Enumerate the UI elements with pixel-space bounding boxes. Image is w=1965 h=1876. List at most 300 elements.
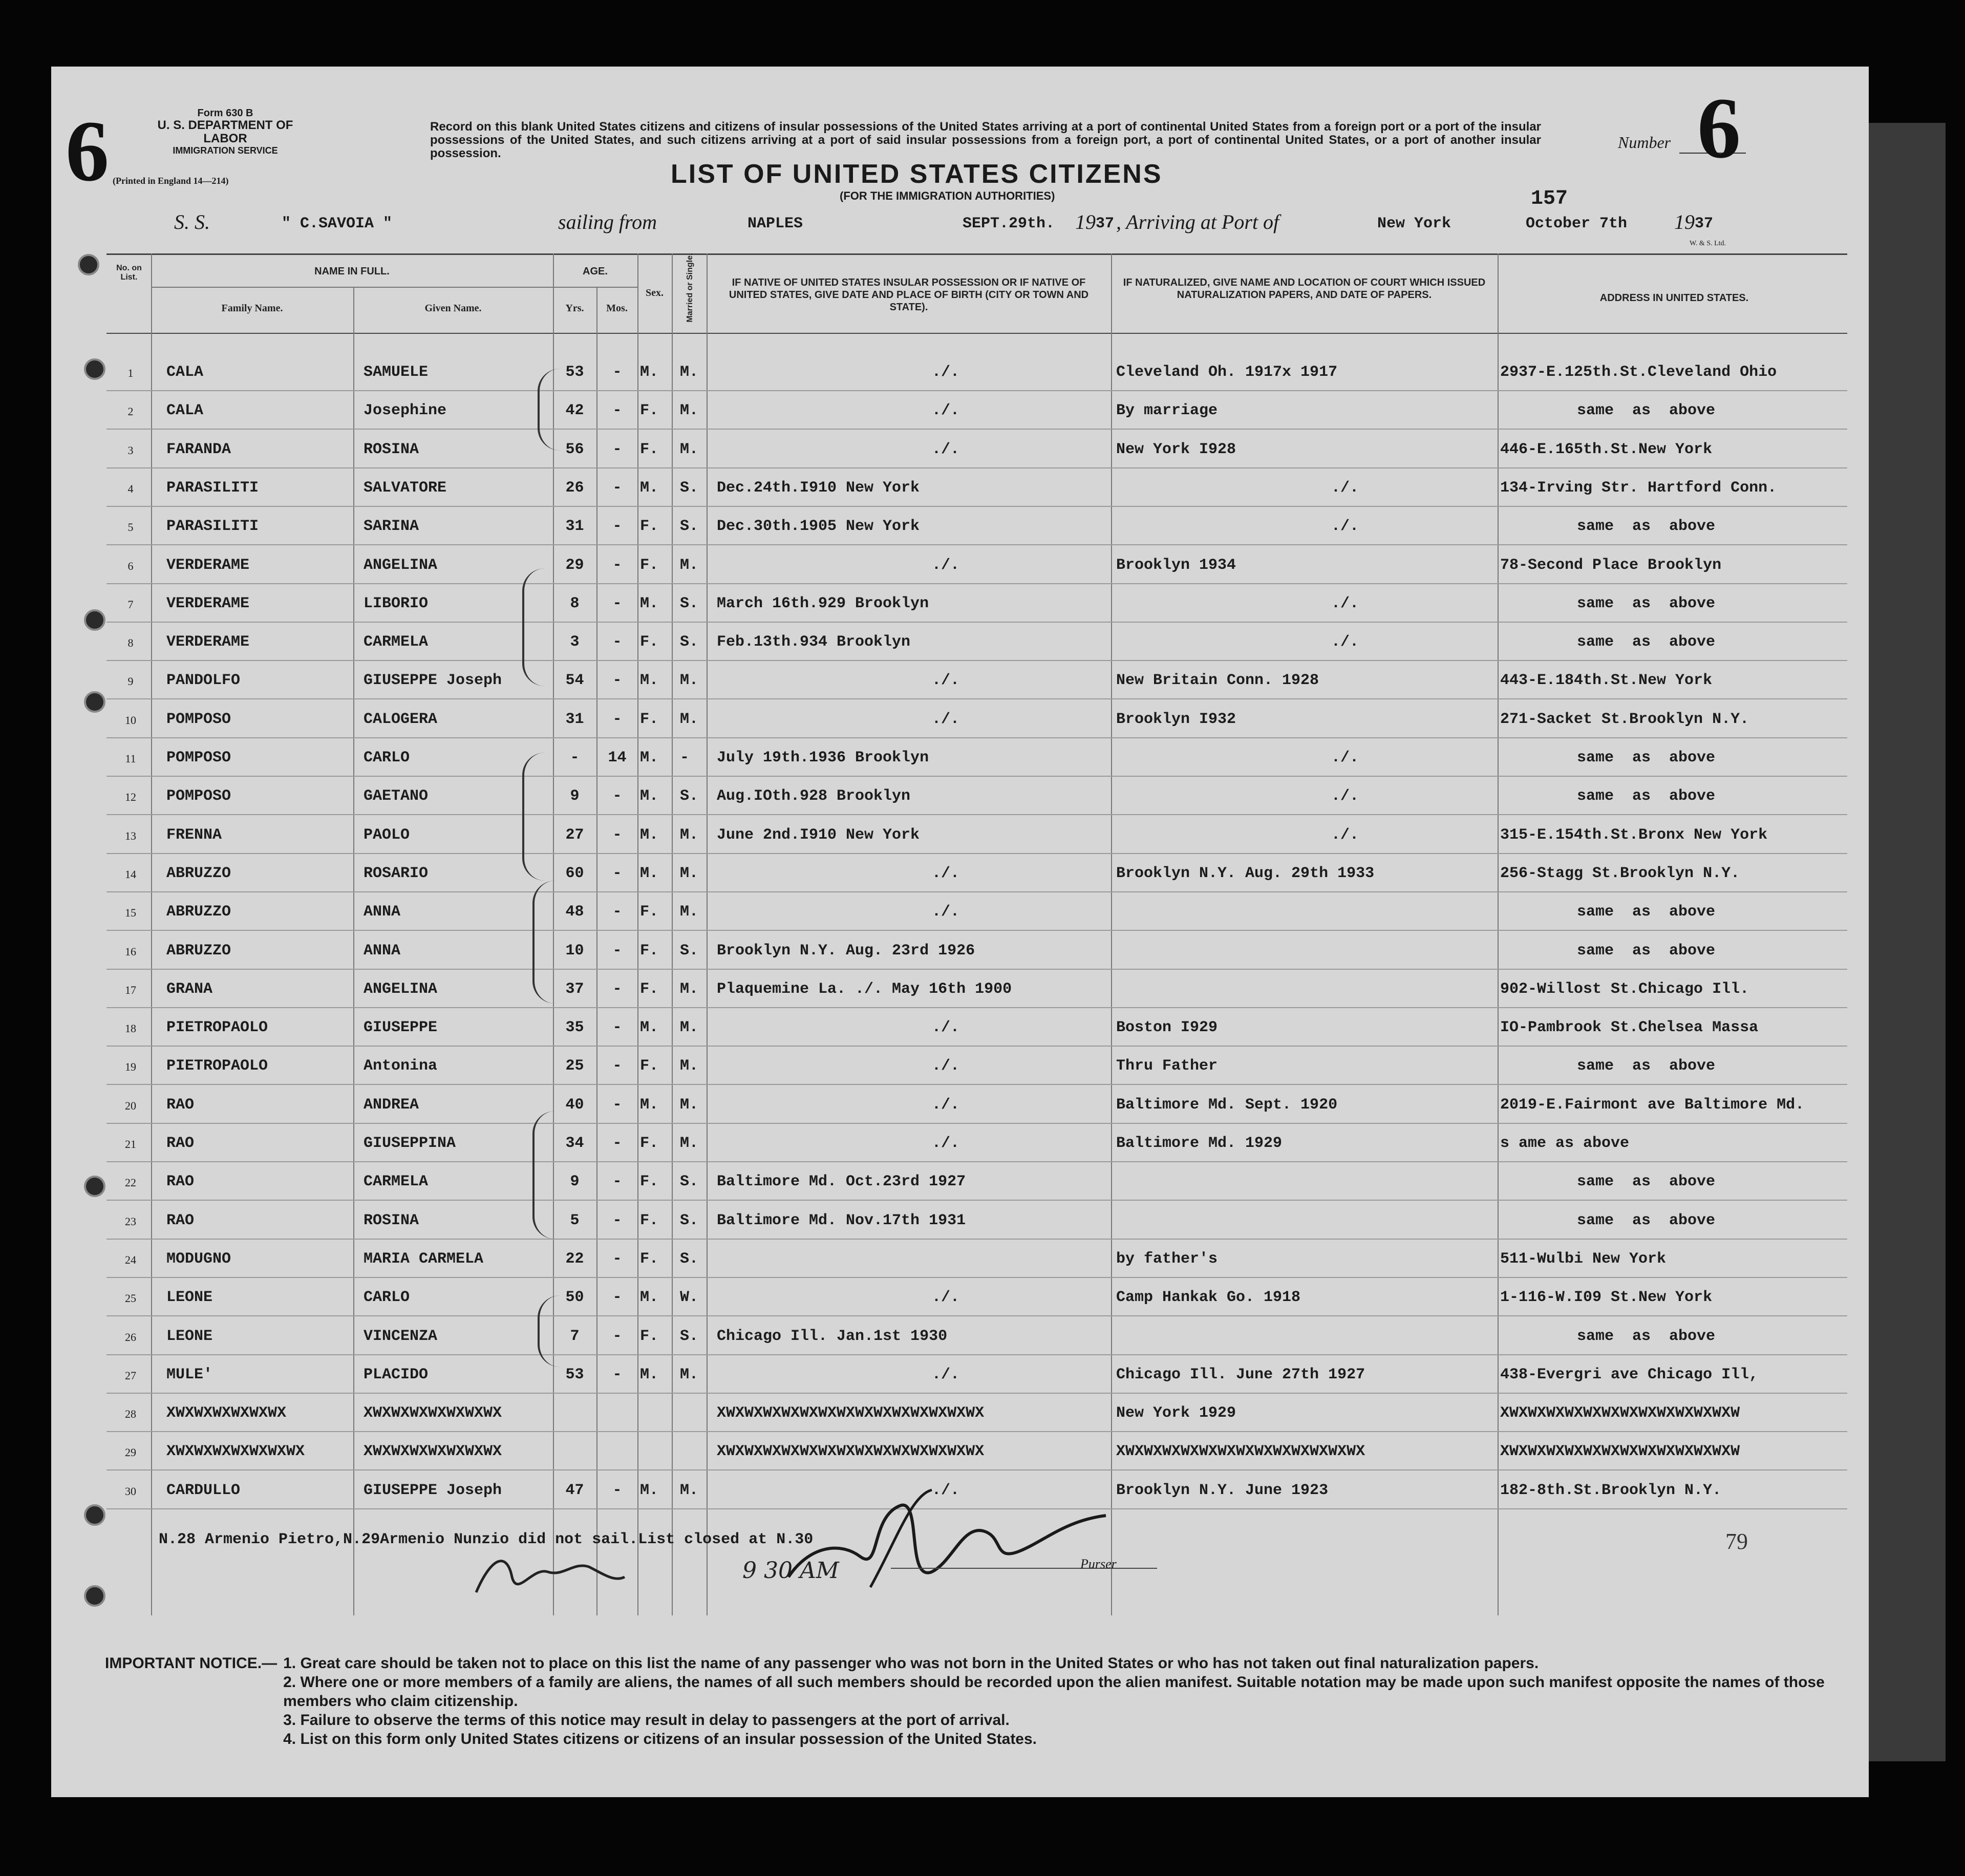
age-years: 31 (565, 710, 584, 728)
marital-status: M. (680, 710, 699, 728)
handwritten-initials (471, 1546, 635, 1603)
naturalization-info: by father's (1116, 1250, 1218, 1268)
table-row (51, 739, 1869, 777)
naturalization-info: Boston I929 (1116, 1019, 1218, 1037)
departure-year-prefix: 19 (1075, 210, 1096, 233)
purser-signature (778, 1485, 1137, 1597)
family-name: PARASILITI (166, 479, 259, 497)
age-years: 56 (565, 440, 584, 458)
family-name: XWXWXWXWXWXWX (166, 1404, 287, 1422)
header-no: No. on List. (116, 264, 142, 282)
age-months: - (612, 672, 622, 690)
naturalization-info: XWXWXWXWXWXWXWXWXWXWXWXWXWX (1116, 1443, 1365, 1461)
row-line (106, 1084, 1847, 1085)
ss-label: S. S. (174, 210, 210, 233)
naturalization-info: Brooklyn N.Y. June 1923 (1116, 1481, 1329, 1499)
age-months: 14 (608, 749, 627, 766)
given-name: CARMELA (364, 1173, 429, 1191)
given-name: XWXWXWXWXWXWXWX (364, 1443, 502, 1461)
address: same as above (1577, 518, 1716, 536)
age-years: 8 (570, 594, 580, 612)
sailing-label: sailing from (558, 210, 657, 233)
table-row (51, 1394, 1869, 1433)
marital-status: M. (680, 980, 699, 998)
address: 902-Willost St.Chicago Ill. (1500, 980, 1749, 998)
birth-info: July 19th.1936 Brooklyn (717, 749, 929, 766)
marital-status: M. (680, 826, 699, 844)
marital-status: S. (680, 633, 699, 651)
table-row (51, 932, 1869, 970)
row-number: 20 (125, 1099, 136, 1112)
departure-date: SEPT.29th. (963, 215, 1055, 232)
birth-info: ./. (932, 556, 960, 574)
row-line (106, 1200, 1847, 1201)
marital-status: M. (680, 1057, 699, 1075)
notice-item: 4. List on this form only United States citizens or citizens of an insular possession of the United States. (283, 1731, 1037, 1747)
naturalization-info: Cleveland Oh. 1917x 1917 (1116, 364, 1338, 381)
address: 446-E.165th.St.New York (1500, 440, 1713, 458)
given-name: GIUSEPPINA (364, 1135, 456, 1152)
age-years: 37 (565, 980, 584, 998)
marital-status: M. (680, 672, 699, 690)
row-number: 22 (125, 1176, 136, 1189)
birth-info: Baltimore Md. Nov.17th 1931 (717, 1211, 966, 1229)
address: 182-8th.St.Brooklyn N.Y. (1500, 1481, 1722, 1499)
given-name: ANGELINA (364, 980, 438, 998)
family-name: ABRUZZO (166, 903, 231, 921)
sex: M. (640, 787, 659, 805)
age-years: 27 (565, 826, 584, 844)
form-number: Form 630 B (197, 108, 253, 119)
family-name: MODUGNO (166, 1250, 231, 1268)
age-years: 5 (570, 1211, 580, 1229)
family-name: RAO (166, 1173, 195, 1191)
row-number: 16 (125, 945, 136, 958)
service: IMMIGRATION SERVICE (173, 145, 278, 156)
birth-info: Dec.30th.1905 New York (717, 518, 920, 536)
row-line (106, 390, 1847, 391)
sex: F. (640, 402, 659, 420)
sex: M. (640, 1481, 659, 1499)
given-name: GIUSEPPE Joseph (364, 672, 502, 690)
family-bracket (522, 568, 545, 686)
family-bracket (532, 1111, 555, 1239)
table-row (51, 1278, 1869, 1317)
table-row (51, 507, 1869, 546)
address: 511-Wulbi New York (1500, 1250, 1667, 1268)
table-row (51, 1356, 1869, 1394)
birth-info: ./. (932, 1481, 960, 1499)
given-name: GAETANO (364, 787, 429, 805)
naturalization-info: By marriage (1116, 402, 1218, 420)
age-months: - (612, 1211, 622, 1229)
birth-info: June 2nd.I910 New York (717, 826, 920, 844)
family-name: MULE' (166, 1366, 213, 1383)
sex: M. (640, 1019, 659, 1037)
row-line (106, 1046, 1847, 1047)
naturalization-info: ./. (1331, 749, 1359, 766)
address: same as above (1577, 749, 1716, 766)
family-name: FARANDA (166, 440, 231, 458)
page-subtitle: (FOR THE IMMIGRATION AUTHORITIES) (840, 189, 1055, 202)
age-months: - (612, 440, 622, 458)
table-row (51, 1433, 1869, 1471)
stamp-number: 157 (1531, 187, 1568, 210)
marital-status: S. (680, 1173, 699, 1191)
age-months: - (612, 1250, 622, 1268)
naturalization-info: Baltimore Md. 1929 (1116, 1135, 1283, 1152)
row-number: 10 (125, 713, 136, 727)
sex: M. (640, 826, 659, 844)
address: 271-Sacket St.Brooklyn N.Y. (1500, 710, 1749, 728)
age-years: 60 (565, 864, 584, 882)
sex: M. (640, 864, 659, 882)
row-line (106, 1354, 1847, 1355)
row-line (106, 622, 1847, 623)
table-row (51, 1240, 1869, 1278)
row-number: 23 (125, 1214, 136, 1228)
department: U. S. DEPARTMENT OF LABOR (157, 118, 293, 146)
birth-info: Baltimore Md. Oct.23rd 1927 (717, 1173, 966, 1191)
address: XWXWXWXWXWXWXWXWXWXWXWXWXW (1500, 1404, 1740, 1422)
printed-note: (Printed in England 14—214) (113, 176, 229, 186)
given-name: PLACIDO (364, 1366, 429, 1383)
naturalization-info: Baltimore Md. Sept. 1920 (1116, 1096, 1338, 1114)
age-months: - (612, 1173, 622, 1191)
arrival-year-prefix: 19 (1674, 210, 1695, 233)
table-row (51, 392, 1869, 430)
age-months: - (612, 1481, 622, 1499)
table-row (51, 700, 1869, 739)
ship-name: " C.SAVOIA " (282, 215, 393, 232)
closing-note: N.28 Armenio Pietro,N.29Armenio Nunzio did not sail.List closed at N.30 (159, 1531, 814, 1548)
header-name-in-full: NAME IN FULL. (314, 266, 390, 277)
table-row (51, 431, 1869, 469)
family-name: POMPOSO (166, 787, 231, 805)
age-years: 48 (565, 903, 584, 921)
given-name: ANNA (364, 942, 401, 960)
sex: F. (640, 633, 659, 651)
marital-status: M. (680, 864, 699, 882)
marital-status: S. (680, 594, 699, 612)
family-name: PARASILITI (166, 518, 259, 536)
table-row (51, 855, 1869, 893)
marital-status: M. (680, 440, 699, 458)
row-number: 27 (125, 1369, 136, 1382)
handwritten-time: 9 30 AM (742, 1558, 839, 1584)
address: 134-Irving Str. Hartford Conn. (1500, 479, 1777, 497)
given-name: LIBORIO (364, 594, 429, 612)
page-count: 79 (1725, 1529, 1748, 1554)
family-name: CARDULLO (166, 1481, 241, 1499)
family-bracket (522, 753, 545, 881)
address: same as above (1577, 594, 1716, 612)
row-line (106, 1161, 1847, 1162)
birth-info: Feb.13th.934 Brooklyn (717, 633, 911, 651)
page-number-left: 6 (66, 103, 109, 199)
address: 315-E.154th.St.Bronx New York (1500, 826, 1768, 844)
family-name: GRANA (166, 980, 213, 998)
given-name: ROSARIO (364, 864, 429, 882)
given-name: CARLO (364, 1289, 410, 1307)
row-line (106, 891, 1847, 892)
table-row (51, 546, 1869, 585)
age-months: - (612, 518, 622, 536)
marital-status: S. (680, 1211, 699, 1229)
given-name: ANDREA (364, 1096, 419, 1114)
page-title: LIST OF UNITED STATES CITIZENS (671, 159, 1163, 189)
age-months: - (612, 479, 622, 497)
birth-info: ./. (932, 672, 960, 690)
naturalization-info: New York 1929 (1116, 1404, 1236, 1422)
marital-status: M. (680, 402, 699, 420)
row-line (106, 1123, 1847, 1124)
naturalization-info: New Britain Conn. 1928 (1116, 672, 1319, 690)
sex: F. (640, 440, 659, 458)
row-number: 29 (125, 1446, 136, 1459)
given-name: ROSINA (364, 1211, 419, 1229)
header-married-single: Married or Single. (686, 253, 694, 323)
address: 438-Evergri ave Chicago Ill, (1500, 1366, 1759, 1383)
marital-status: S. (680, 518, 699, 536)
row-line (106, 930, 1847, 931)
age-years: 7 (570, 1327, 580, 1345)
page-number-right: 6 (1697, 80, 1741, 176)
notice-item: 2. Where one or more members of a family are aliens, the names of all such members should be recorded upon the alien manifest. Suitable notation may be made upon such manifest opposite the names of those members who claim citizenship. (283, 1674, 1825, 1710)
marital-status: M. (680, 1096, 699, 1114)
row-line (106, 1315, 1847, 1316)
family-name: RAO (166, 1211, 195, 1229)
sex: F. (640, 1173, 659, 1191)
sex: F. (640, 1211, 659, 1229)
purser-label: Purser (1080, 1557, 1117, 1571)
row-line (106, 467, 1847, 468)
family-name: POMPOSO (166, 749, 231, 766)
given-name: XWXWXWXWXWXWXWX (364, 1404, 502, 1422)
address: s ame as above (1500, 1135, 1630, 1152)
given-name: MARIA CARMELA (364, 1250, 484, 1268)
given-name: ANGELINA (364, 556, 438, 574)
family-name: VERDERAME (166, 556, 250, 574)
row-line (106, 544, 1847, 545)
age-months: - (612, 402, 622, 420)
row-number: 8 (127, 636, 134, 650)
row-number: 9 (127, 675, 134, 688)
family-name: ABRUZZO (166, 942, 231, 960)
age-years: 54 (565, 672, 584, 690)
punch-hole (84, 1585, 105, 1607)
age-years: 40 (565, 1096, 584, 1114)
birth-info: Aug.IOth.928 Brooklyn (717, 787, 911, 805)
age-months: - (612, 826, 622, 844)
birth-info: ./. (932, 1096, 960, 1114)
sex: F. (640, 710, 659, 728)
row-line (106, 583, 1847, 584)
row-line (106, 1007, 1847, 1008)
naturalization-info: ./. (1331, 594, 1359, 612)
age-years: 31 (565, 518, 584, 536)
punch-hole (78, 254, 99, 275)
header-age: AGE. (583, 266, 608, 277)
marital-status: M. (680, 1019, 699, 1037)
row-line (106, 814, 1847, 815)
naturalization-info: ./. (1331, 518, 1359, 536)
age-years: - (570, 749, 580, 766)
age-months: - (612, 942, 622, 960)
row-line (106, 1431, 1847, 1432)
address: 256-Stagg St.Brooklyn N.Y. (1500, 864, 1740, 882)
row-number: 7 (127, 598, 134, 611)
sex: M. (640, 672, 659, 690)
row-number: 24 (125, 1253, 136, 1266)
given-name: CARMELA (364, 633, 429, 651)
family-name: PIETROPAOLO (166, 1057, 268, 1075)
given-name: Antonina (364, 1057, 438, 1075)
given-name: PAOLO (364, 826, 410, 844)
row-number: 19 (125, 1060, 136, 1074)
sex: F. (640, 518, 659, 536)
sex: F. (640, 1327, 659, 1345)
family-bracket (538, 369, 560, 451)
marital-status: M. (680, 1366, 699, 1383)
birth-info: ./. (932, 440, 960, 458)
address: same as above (1577, 1211, 1716, 1229)
age-months: - (612, 1135, 622, 1152)
header-family-name: Family Name. (221, 303, 283, 314)
birth-info: Dec.24th.I910 New York (717, 479, 920, 497)
given-name: ROSINA (364, 440, 419, 458)
header-bottom-line (106, 333, 1847, 334)
address: 2019-E.Fairmont ave Baltimore Md. (1500, 1096, 1805, 1114)
given-name: VINCENZA (364, 1327, 438, 1345)
row-line (106, 1239, 1847, 1240)
birth-info: ./. (932, 1135, 960, 1152)
sex: M. (640, 594, 659, 612)
row-number: 5 (127, 521, 134, 534)
birth-info: ./. (932, 1289, 960, 1307)
marital-status: S. (680, 787, 699, 805)
row-number: 1 (127, 367, 134, 379)
marital-status: S. (680, 479, 699, 497)
age-years: 3 (570, 633, 580, 651)
naturalization-info: Thru Father (1116, 1057, 1218, 1075)
notice-item: 3. Failure to observe the terms of this notice may result in delay to passengers at the port of arrival. (283, 1712, 1010, 1729)
table-row (51, 623, 1869, 662)
age-years: 50 (565, 1289, 584, 1307)
sex: F. (640, 942, 659, 960)
marital-status: M. (680, 903, 699, 921)
birth-info: XWXWXWXWXWXWXWXWXWXWXWXWXWXWX (717, 1404, 985, 1422)
row-line (106, 1277, 1847, 1278)
table-row (51, 1163, 1869, 1201)
birth-info: ./. (932, 710, 960, 728)
family-name: CALA (166, 402, 204, 420)
address: same as above (1577, 1173, 1716, 1191)
birth-info: ./. (932, 864, 960, 882)
subheader-line (151, 287, 637, 288)
address: same as above (1577, 1327, 1716, 1345)
age-months: - (612, 594, 622, 612)
given-name: ANNA (364, 903, 401, 921)
address: same as above (1577, 402, 1716, 420)
marital-status: M. (680, 364, 699, 381)
row-line (106, 698, 1847, 699)
row-number: 14 (125, 867, 136, 881)
given-name: GIUSEPPE (364, 1019, 438, 1037)
naturalization-info: Brooklyn N.Y. Aug. 29th 1933 (1116, 864, 1375, 882)
family-name: VERDERAME (166, 594, 250, 612)
address: same as above (1577, 903, 1716, 921)
family-name: XWXWXWXWXWXWXWX (166, 1443, 305, 1461)
table-row (51, 1086, 1869, 1124)
row-number: 26 (125, 1330, 136, 1344)
age-months: - (612, 1096, 622, 1114)
header-yrs: Yrs. (565, 303, 584, 314)
marital-status: - (680, 749, 690, 766)
family-name: ABRUZZO (166, 864, 231, 882)
row-line (106, 506, 1847, 507)
row-line (106, 853, 1847, 854)
row-number: 13 (125, 829, 136, 842)
notice-heading: IMPORTANT NOTICE.— (105, 1655, 277, 1672)
age-months: - (612, 364, 622, 381)
birth-info: ./. (932, 1057, 960, 1075)
sex: M. (640, 1366, 659, 1383)
table-row (51, 1124, 1869, 1163)
sex: M. (640, 1289, 659, 1307)
age-years: 42 (565, 402, 584, 420)
row-line (106, 776, 1847, 777)
marital-status: S. (680, 1327, 699, 1345)
row-line (106, 660, 1847, 661)
row-number: 21 (125, 1138, 136, 1150)
sex: F. (640, 1135, 659, 1152)
age-years: 22 (565, 1250, 584, 1268)
departure-year: 37 (1096, 215, 1115, 232)
important-notice (105, 1654, 1856, 1749)
birth-info: Chicago Ill. Jan.1st 1930 (717, 1327, 948, 1345)
age-years: 34 (565, 1135, 584, 1152)
sex: M. (640, 749, 659, 766)
row-line (106, 1469, 1847, 1470)
age-months: - (612, 1289, 622, 1307)
birth-info: ./. (932, 1019, 960, 1037)
address: same as above (1577, 633, 1716, 651)
naturalization-info: ./. (1331, 633, 1359, 651)
age-months: - (612, 710, 622, 728)
marital-status: M. (680, 1481, 699, 1499)
address: 1-116-W.I09 St.New York (1500, 1289, 1713, 1307)
table-row (51, 469, 1869, 507)
age-years: 25 (565, 1057, 584, 1075)
family-name: PIETROPAOLO (166, 1019, 268, 1037)
age-months: - (612, 1057, 622, 1075)
address: 2937-E.125th.St.Cleveland Ohio (1500, 364, 1777, 381)
family-name: VERDERAME (166, 633, 250, 651)
row-line (106, 1393, 1847, 1394)
table-row (51, 353, 1869, 392)
given-name: SARINA (364, 518, 419, 536)
row-number: 12 (125, 791, 136, 804)
sex: M. (640, 1096, 659, 1114)
adjacent-page-edge (1864, 123, 1946, 1761)
header-sex: Sex. (646, 287, 664, 299)
purser-line (891, 1568, 1157, 1569)
naturalization-info: ./. (1331, 479, 1359, 497)
age-years: 53 (565, 364, 584, 381)
marital-status: W. (680, 1289, 699, 1307)
notice-item: 1. Great care should be taken not to place on this list the name of any passenger who was not born in the United States or who has not taken out final naturalization papers. (283, 1655, 1539, 1672)
